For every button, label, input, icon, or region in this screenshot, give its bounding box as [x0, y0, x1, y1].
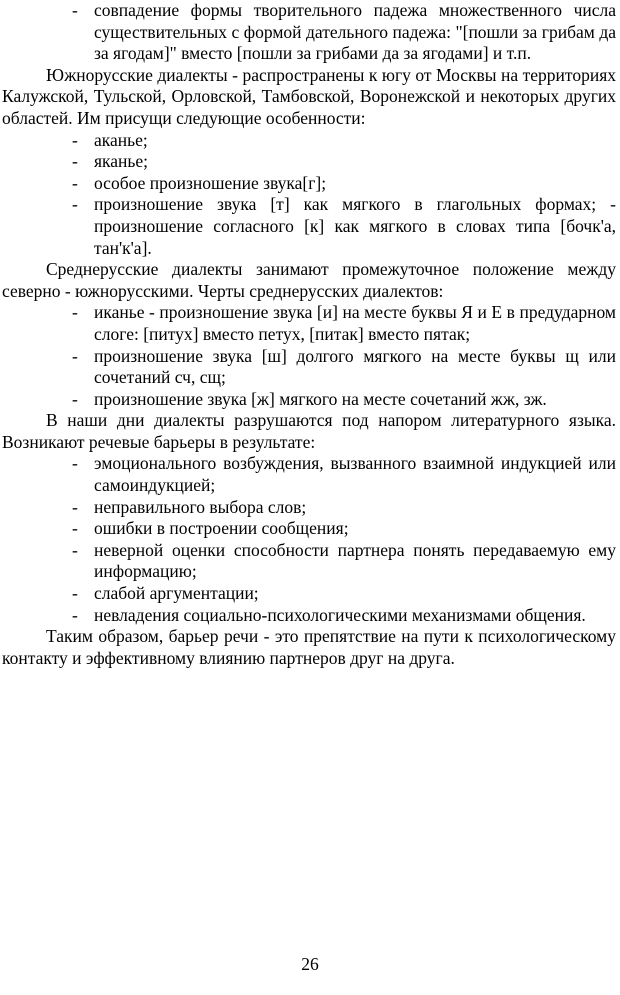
- list-item: [2, 130, 616, 152]
- list-item: [2, 194, 616, 259]
- bullet-dash: -: [72, 539, 78, 560]
- list-item: [2, 346, 616, 389]
- bullet-dash: -: [72, 453, 78, 474]
- list-item-text: аканье;: [94, 129, 148, 150]
- page-number: 26: [301, 954, 319, 974]
- list-item: [2, 389, 616, 411]
- list-item-text: невладения социально-психологическими механизмами общения.: [94, 604, 586, 625]
- list-item: [2, 0, 616, 65]
- list-item-text: произношение звука [ж] мягкого на месте сочетаний жж, зж.: [94, 388, 547, 409]
- paragraph: Таким образом, барьер речи - это препятствие на пути к психологическому контакту и эффективному влиянию партнеров друг на друга.: [2, 626, 616, 668]
- page-text: [2, 0, 616, 669]
- list-item-text: слабой аргументации;: [94, 583, 259, 604]
- list-item: [2, 540, 616, 583]
- list-item: [2, 453, 616, 496]
- bullet-dash: -: [72, 172, 78, 193]
- list-item: [2, 605, 616, 627]
- bullet-dash: -: [72, 302, 78, 323]
- list-item-text: иканье - произношение звука [и] на месте буквы Я и Е в предударном слоге: [питух] вместо петух, [питак] вместо пятак;: [94, 302, 616, 344]
- bullet-dash: -: [72, 0, 78, 20]
- list-item-text: неправильного выбора слов;: [94, 496, 307, 517]
- list-item-text: произношение звука [т] как мягкого в глагольных формах; - произношение согласного [к] как мягкого в словах типа [бочк'а, тан'к'а].: [94, 194, 616, 258]
- list-item-text: эмоционального возбуждения, вызванного взаимной индукцией или самоиндукцией;: [94, 453, 616, 496]
- bullet-dash: -: [72, 604, 78, 625]
- list-item-text: особое произношение звука[г];: [94, 172, 327, 193]
- bullet-dash: -: [72, 194, 78, 215]
- list-item-text: неверной оценки способности партнера понять передаваемую ему информацию;: [94, 539, 616, 582]
- list-item-text: ошибки в построении сообщения;: [94, 518, 349, 539]
- list-item: [2, 151, 616, 173]
- list-item-text: произношение звука [ш] долгого мягкого на месте буквы щ или сочетаний сч, сщ;: [94, 345, 616, 388]
- list-item-text: яканье;: [94, 151, 149, 172]
- list-item: [2, 518, 616, 540]
- paragraph: В наши дни диалекты разрушаются под напором литературного языка. Возникают речевые барьеры в результате:: [2, 410, 616, 452]
- bullet-dash: -: [72, 345, 78, 366]
- list-item: [2, 497, 616, 519]
- bullet-dash: -: [72, 518, 78, 539]
- bullet-dash: -: [72, 496, 78, 517]
- paragraph: Среднерусские диалекты занимают промежуточное положение между северно - южнорусскими. Черты среднерусских диалектов:: [2, 259, 616, 301]
- list-item: [2, 302, 616, 345]
- paragraph: Южнорусские диалекты - распространены к югу от Москвы на территориях Калужской, Тульской, Орловской, Тамбовской, Воронежской и некоторых других областей. Им присущи следующие особенности:: [2, 64, 616, 128]
- bullet-dash: -: [72, 388, 78, 409]
- bullet-dash: -: [72, 583, 78, 604]
- list-item: [2, 173, 616, 195]
- bullet-dash: -: [72, 151, 78, 172]
- bullet-dash: -: [72, 129, 78, 150]
- list-item-text: совпадение формы творительного падежа множественного числа существительных с формой дательного падежа: "[пошли за грибам да за ягодам]" вместо [пошли за грибами да за ягодами] и т.п.: [94, 0, 616, 64]
- list-item: [2, 583, 616, 605]
